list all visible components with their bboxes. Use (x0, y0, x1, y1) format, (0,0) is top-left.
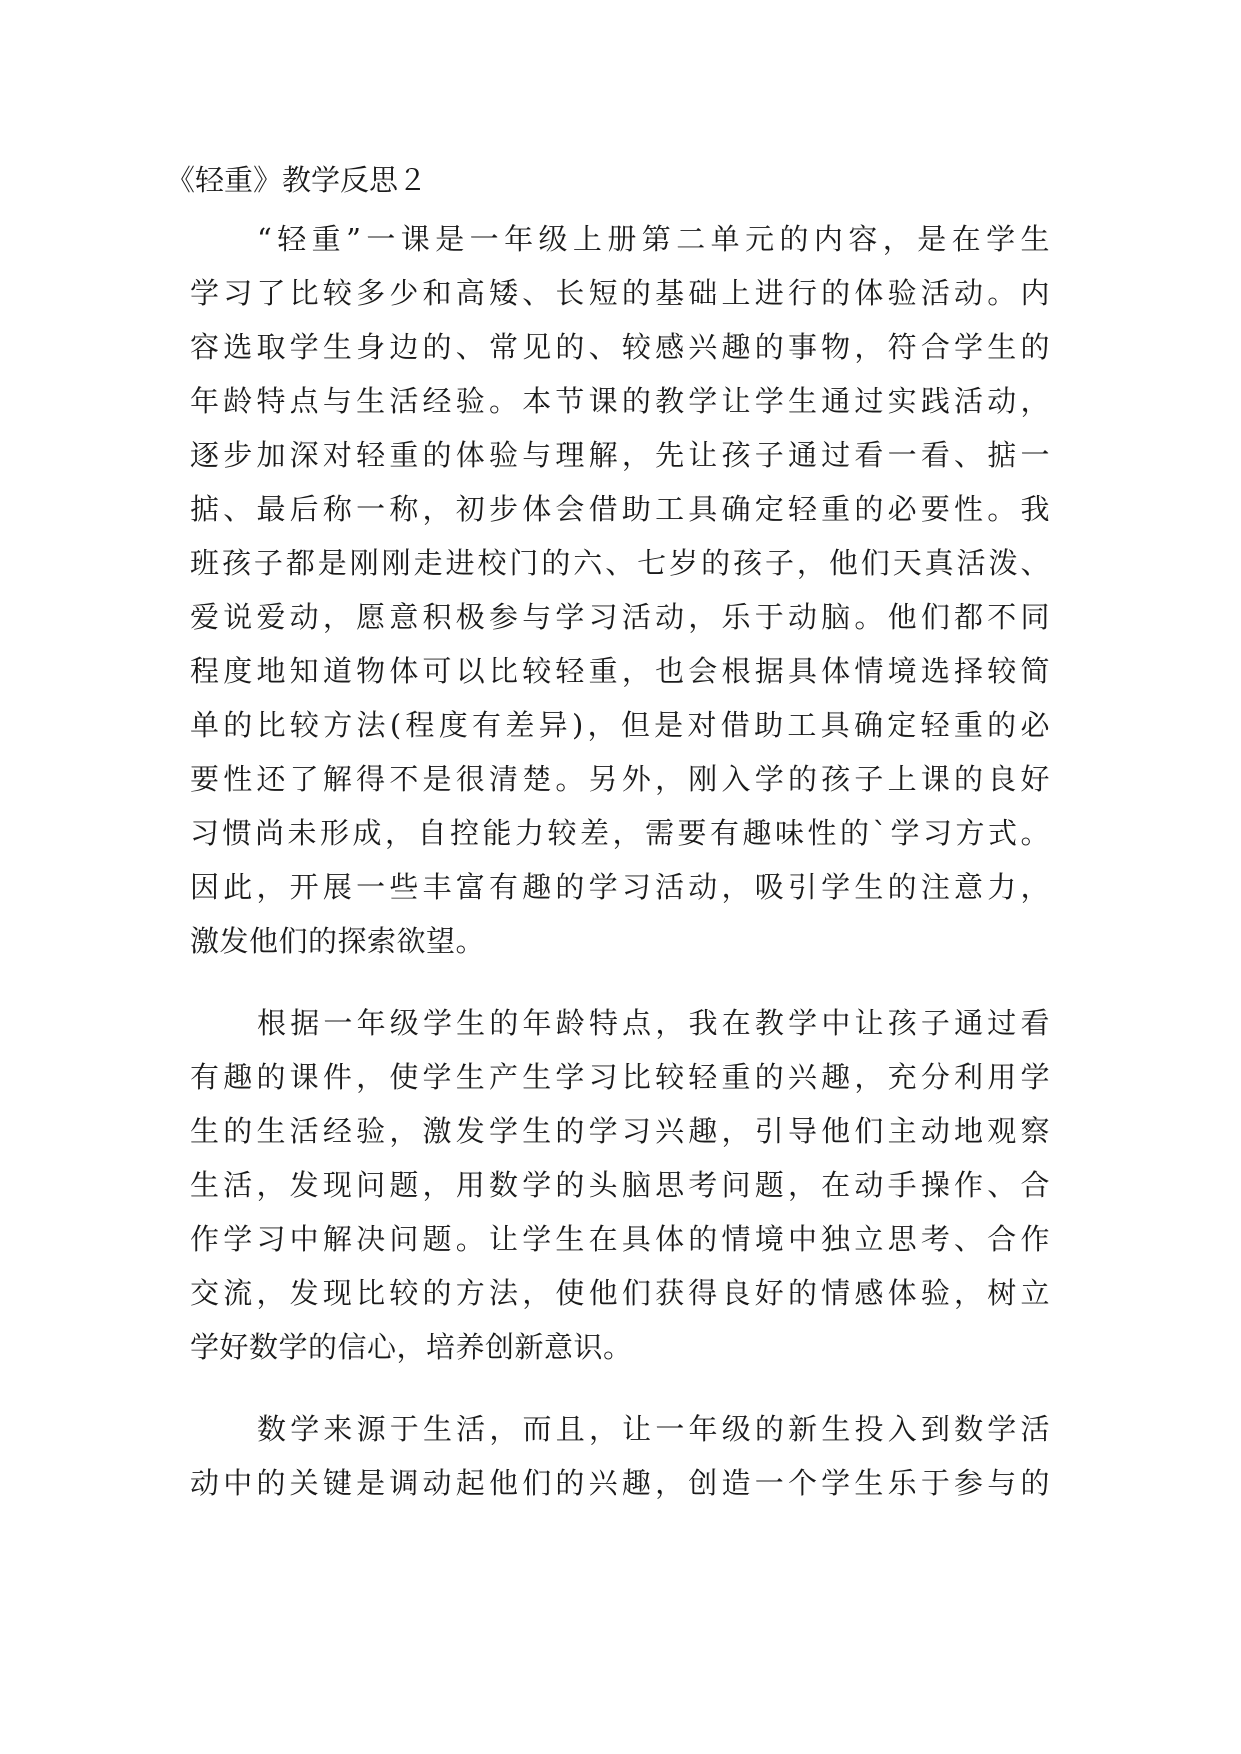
paragraph-line: 学习了比较多少和高矮、长短的基础上进行的体验活动。内 (190, 276, 1050, 310)
paragraph-line: 要性还了解得不是很清楚。另外，刚入学的孩子上课的良好 (190, 762, 1050, 796)
paragraph-line: 交流，发现比较的方法，使他们获得良好的情感体验，树立 (190, 1276, 1050, 1310)
paragraph-line: 作学习中解决问题。让学生在具体的情境中独立思考、合作 (190, 1222, 1050, 1256)
paragraph-line: 有趣的课件，使学生产生学习比较轻重的兴趣，充分利用学 (190, 1060, 1050, 1094)
paragraph-line: 单的比较方法(程度有差异)，但是对借助工具确定轻重的必 (190, 708, 1050, 742)
paragraph-line: 年龄特点与生活经验。本节课的教学让学生通过实践活动， (190, 384, 1050, 418)
paragraph-line: 习惯尚未形成，自控能力较差，需要有趣味性的`学习方式。 (190, 816, 1050, 850)
document-title: 《轻重》教学反思２ (166, 163, 428, 197)
paragraph-line: 因此，开展一些丰富有趣的学习活动，吸引学生的注意力， (190, 870, 1050, 904)
paragraph-line: 班孩子都是刚刚走进校门的六、七岁的孩子，他们天真活泼、 (190, 546, 1050, 580)
paragraph-line: “轻重”一课是一年级上册第二单元的内容，是在学生 (257, 222, 1050, 256)
paragraph-line: 生活，发现问题，用数学的头脑思考问题，在动手操作、合 (190, 1168, 1050, 1202)
paragraph-line: 学好数学的信心，培养创新意识。 (190, 1330, 633, 1364)
paragraph-line: 数学来源于生活，而且，让一年级的新生投入到数学活 (257, 1412, 1050, 1446)
paragraph-line: 生的生活经验，激发学生的学习兴趣，引导他们主动地观察 (190, 1114, 1050, 1148)
paragraph-line: 动中的关键是调动起他们的兴趣，创造一个学生乐于参与的 (190, 1466, 1050, 1500)
paragraph-line: 根据一年级学生的年龄特点，我在教学中让孩子通过看 (257, 1006, 1050, 1040)
paragraph-line: 掂、最后称一称，初步体会借助工具确定轻重的必要性。我 (190, 492, 1050, 526)
paragraph-line: 爱说爱动，愿意积极参与学习活动，乐于动脑。他们都不同 (190, 600, 1050, 634)
paragraph-line: 容选取学生身边的、常见的、较感兴趣的事物，符合学生的 (190, 330, 1050, 364)
paragraph-line: 逐步加深对轻重的体验与理解，先让孩子通过看一看、掂一 (190, 438, 1050, 472)
paragraph-line: 激发他们的探索欲望。 (190, 924, 486, 958)
paragraph-line: 程度地知道物体可以比较轻重，也会根据具体情境选择较简 (190, 654, 1050, 688)
